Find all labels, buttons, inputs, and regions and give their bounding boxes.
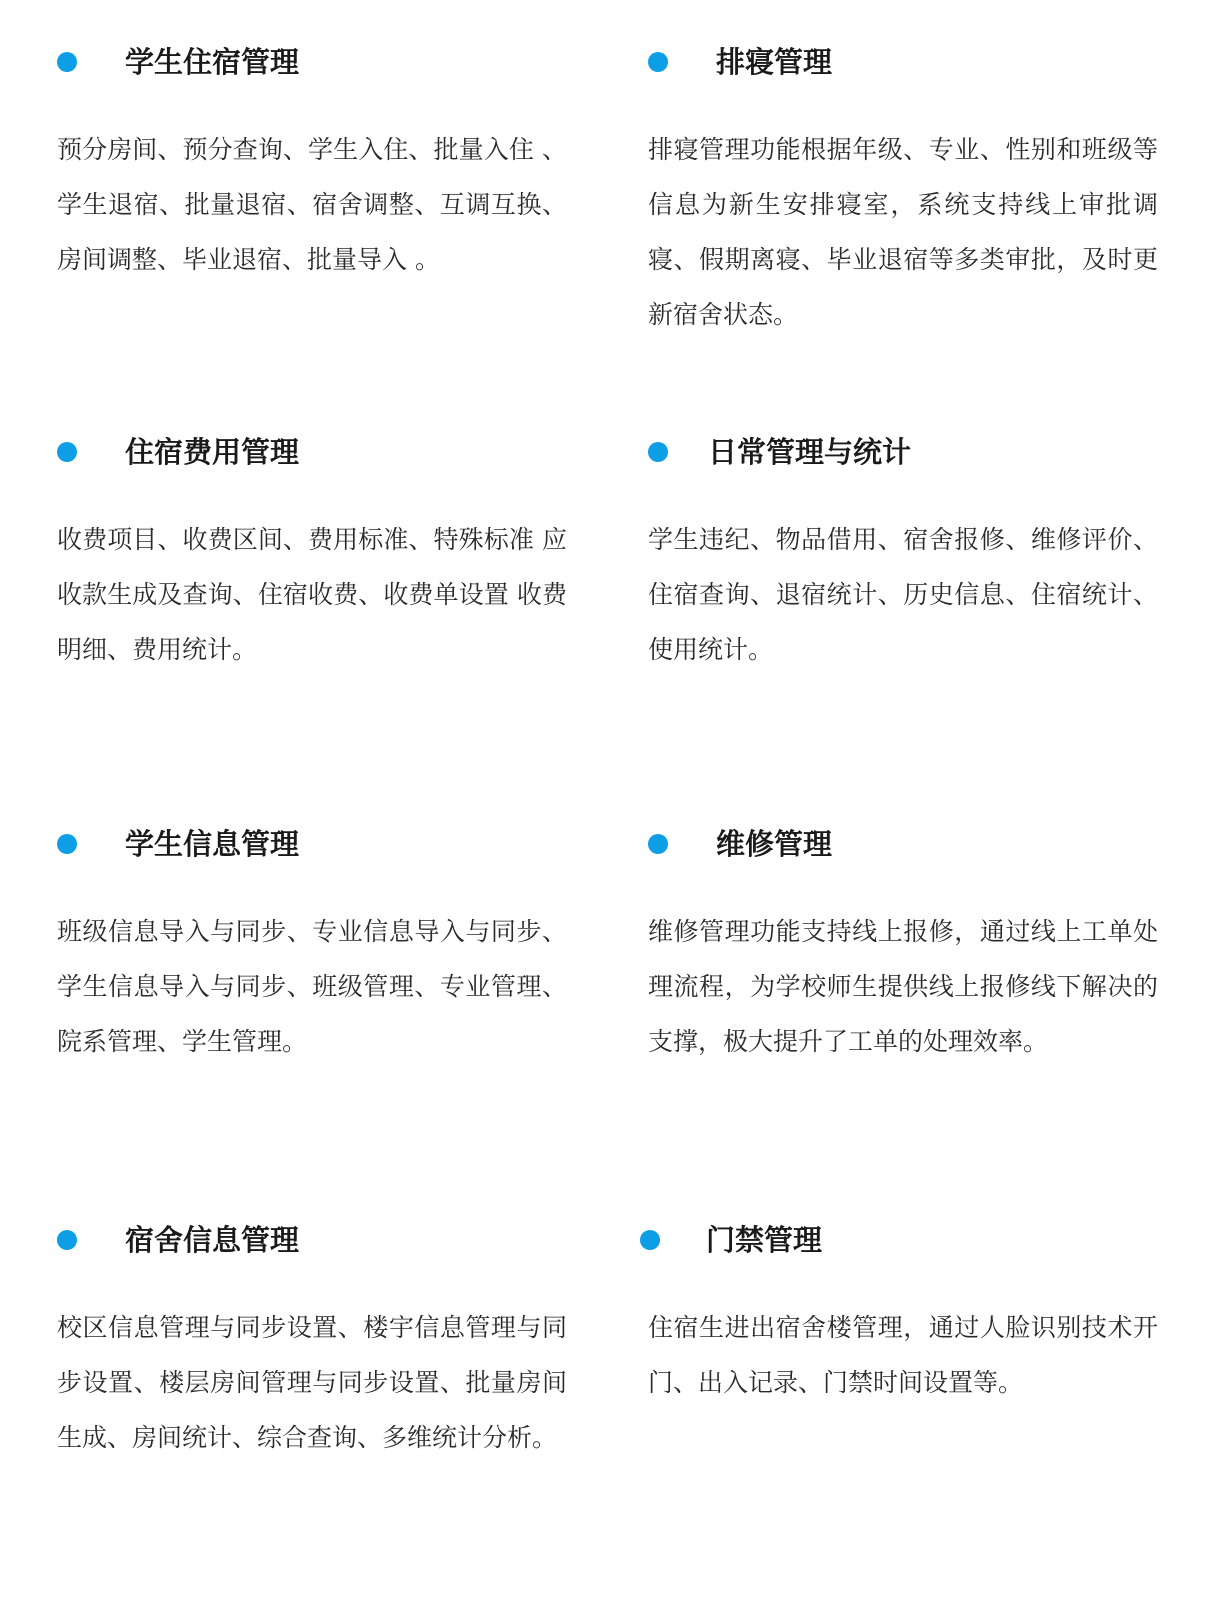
bullet-dot-icon [648, 52, 668, 72]
feature-accommodation-fees [57, 432, 567, 677]
feature-title: 门禁管理 [706, 1223, 823, 1257]
feature-title: 住宿费用管理 [125, 435, 300, 469]
feature-maintenance [648, 824, 1158, 1069]
feature-description: 收费项目、收费区间、费用标准、特殊标准 应收款生成及查询、住宿收费、收费单设置 收费明细、费用统计。 [57, 525, 567, 664]
bullet-dot-icon [57, 442, 77, 462]
feature-description: 班级信息导入与同步、专业信息导入与同步、学生信息导入与同步、班级管理、专业管理、院系管理、学生管理。 [57, 917, 567, 1056]
bullet-dot-icon [648, 834, 668, 854]
bullet-dot-icon [648, 442, 668, 462]
feature-description: 排寝管理功能根据年级、专业、性别和班级等信息为新生安排寝室，系统支持线上审批调寝、假期离寝、毕业退宿等多类审批，及时更新宿舍状态。 [648, 135, 1158, 329]
feature-header [648, 42, 1158, 82]
feature-description: 预分房间、预分查询、学生入住、批量入住 、学生退宿、批量退宿、宿舍调整、互调互换、房间调整、毕业退宿、批量导入 。 [57, 135, 567, 274]
feature-title: 学生信息管理 [125, 827, 300, 861]
feature-description: 维修管理功能支持线上报修，通过线上工单处理流程，为学校师生提供线上报修线下解决的支撑，极大提升了工单的处理效率。 [648, 917, 1158, 1056]
feature-header [57, 432, 567, 472]
feature-title: 排寝管理 [716, 45, 833, 79]
feature-description: 住宿生进出宿舍楼管理，通过人脸识别技术开门、出入记录、门禁时间设置等。 [648, 1313, 1158, 1397]
feature-title: 维修管理 [716, 827, 833, 861]
feature-title: 学生住宿管理 [125, 45, 300, 79]
feature-title: 宿舍信息管理 [125, 1223, 300, 1257]
feature-header [648, 1220, 1158, 1260]
bullet-dot-icon [57, 1230, 77, 1250]
feature-header [57, 1220, 567, 1260]
bullet-dot-icon [640, 1230, 660, 1250]
feature-student-info [57, 824, 567, 1069]
feature-header [57, 42, 567, 82]
feature-room-assignment [648, 42, 1158, 342]
feature-student-accommodation [57, 42, 567, 287]
bullet-dot-icon [57, 834, 77, 854]
feature-daily-management [648, 432, 1158, 677]
feature-header [57, 824, 567, 864]
feature-header [648, 432, 1158, 472]
bullet-dot-icon [57, 52, 77, 72]
feature-access-control [648, 1220, 1158, 1410]
feature-header [648, 824, 1158, 864]
feature-description: 学生违纪、物品借用、宿舍报修、维修评价、住宿查询、退宿统计、历史信息、住宿统计、使用统计。 [648, 525, 1158, 664]
feature-title: 日常管理与统计 [708, 435, 912, 469]
feature-description: 校区信息管理与同步设置、楼宇信息管理与同步设置、楼层房间管理与同步设置、批量房间生成、房间统计、综合查询、多维统计分析。 [57, 1313, 567, 1452]
feature-dorm-info [57, 1220, 567, 1465]
